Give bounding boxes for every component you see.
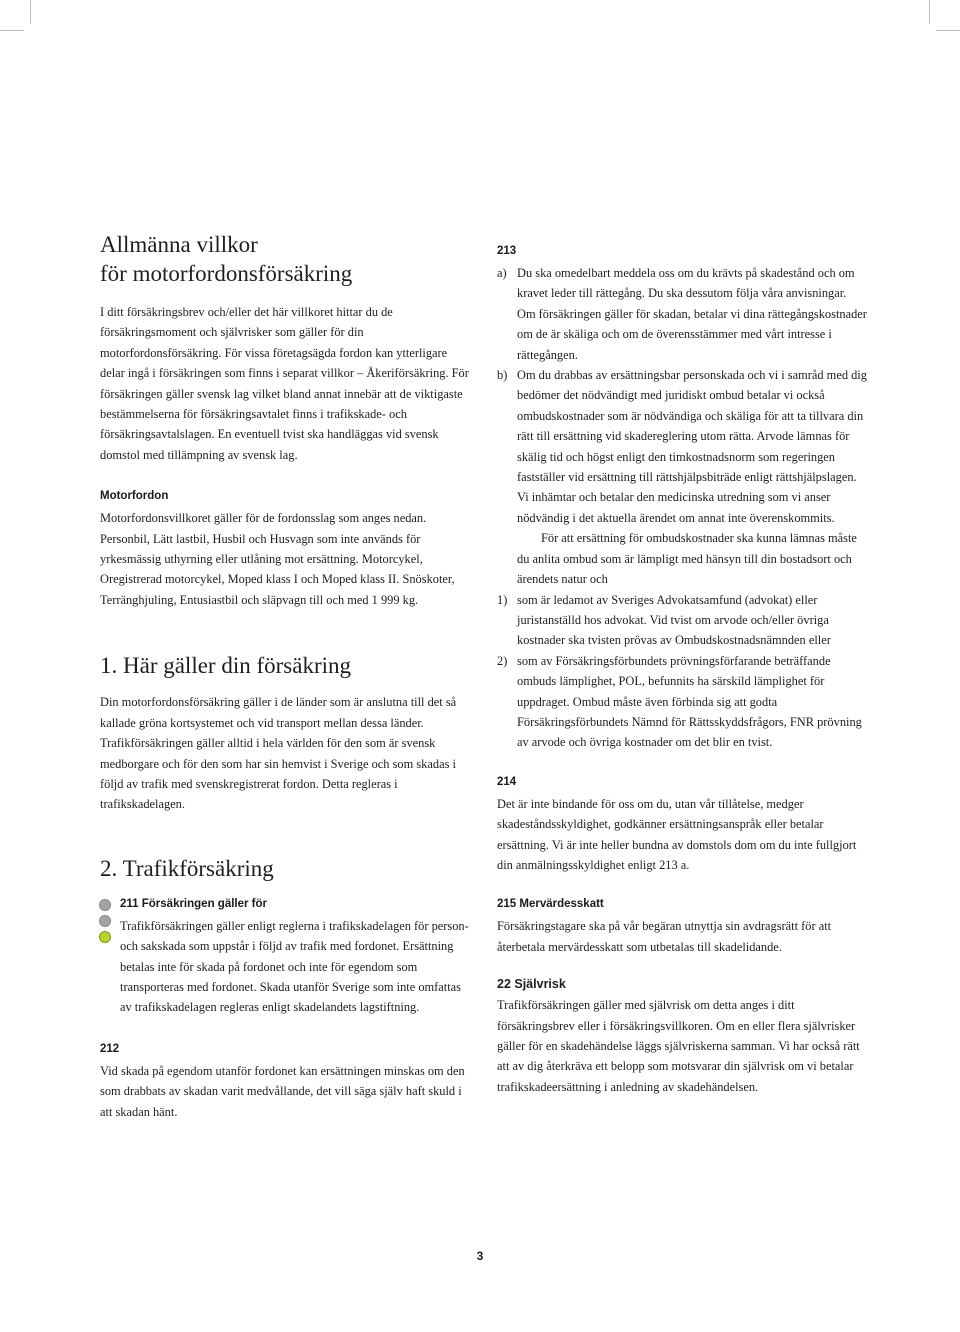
item-2-label: 2): [497, 653, 508, 668]
document-title-line2: för motorfordonsförsäkring: [100, 261, 353, 286]
motorfordon-paragraph: Motorfordonsvillkoret gäller för de fordonsslag som anges nedan. Personbil, Lätt lastbil, Husbil och Husvagn som inte används för yrkesmässig uthyrning eller utlåning mot ersättning. Motorcykel, Oregistrerad motorcykel, Moped klass I och Moped klass II. Snöskoter, Terränghjuling, Entusiastbil och släpvagn till och med 1 999 kg.: [100, 511, 455, 607]
item-b-text: Om du drabbas av ersättningsbar personskada och vi i samråd med dig bedömer det nödvändigt med juridiskt ombud betalar vi också ombudskostnader som är nödvändiga och skäliga för att ta tillvara din rätt till ersättning vid skadereglering utom rätta. Arvode lämnas för skälig tid och högst enligt den timkostnadsnorm som regeringen fastställer vid ersättning till rättshjälpsbiträde enligt rättshjälpslagen. Vi inhämtar och betalar den medicinska utredning som vi anser nödvändig i det aktuella ärendet om annat inte överenskommits.: [517, 368, 867, 525]
item-1-label: 1): [497, 592, 508, 607]
item-a-label: a): [497, 266, 507, 280]
intro-paragraph: I ditt försäkringsbrev och/eller det här villkoret hittar du de försäkringsmoment och självrisker som gäller för din motorfordonsförsäkring. För vissa företagsägda fordon kan ytterligare delar ingå i försäkringen som finns i separat villkor – Åkeriförsäkring. För försäkringen gäller svensk lag vilket bland annat innebär att de viktigaste bestämmelserna för försäkringsavtalet finns i trafikskade- och försäkringsavtalslagen. En eventuell tvist ska handläggas vid svensk domstol med tillämpning av svensk lag.: [100, 305, 469, 462]
section-214-paragraph: Det är inte bindande för oss om du, utan vår tillåtelse, medger skadeståndsskyldighet, godkänner ersättningsanspråk eller betalar ersättning. Vi är inte heller bundna av domstols dom om du inte fullgjort din anmälningsskyldighet enligt 213 a.: [497, 796, 857, 872]
crop-mark-top-left-h: [0, 30, 24, 31]
indicator-on-icon: [99, 931, 111, 943]
section-211-paragraph: Trafikförsäkringen gäller enligt reglerna i trafikskadelagen för person- och sakskada som uppstår i följd av trafik med fordonet. Ersättning betalas inte för skada på fordonet och inte för egendom som transporteras med fordonet. Skada utanför Sverige som inte omfattas av trafikskadelagen regleras enligt skadelandets lagstiftning.: [120, 918, 469, 1015]
section-212-paragraph: Vid skada på egendom utanför fordonet kan ersättningen minskas om den som drabbats av skadan varit medvållande, det vill säga själv haft skuld i att skadan hänt.: [100, 1063, 465, 1119]
crop-mark-top-right-h: [936, 30, 960, 31]
section-213-heading: 213: [497, 245, 517, 257]
section-212-heading: 212: [100, 1042, 120, 1055]
section-1-title: 1. Här gäller din försäkring: [100, 653, 352, 679]
item-a-text: Du ska omedelbart meddela oss om du krävts på skadestånd och om kravet leder till rättegång. Du ska dessutom följa våra anvisningar. Om försäkringen gäller för skadan, betalar vi dina rättegångskostnader om de är skäliga och om de överensstämmer med vårt intresse i rättegången.: [517, 266, 867, 362]
section-1-paragraph: Din motorfordonsförsäkring gäller i de länder som är anslutna till det så kallade gröna kortsystemet och vid transport mellan dessa länder. Trafikförsäkringen gäller alltid i hela världen för den som är svensk medborgare och för den som har sin hemvist i Sverige och som skadas i följd av trafik med svenskregistrerat fordon. Detta regleras i trafikskadelagen.: [100, 695, 457, 812]
section-213-item-b: [497, 365, 867, 589]
section-22-heading: 22 Självrisk: [497, 977, 566, 992]
document-title-line1: Allmänna villkor: [100, 232, 258, 257]
item-b-label: b): [497, 368, 508, 383]
traffic-light-icon: [99, 899, 111, 943]
section-215-paragraph: Försäkringstagare ska på vår begäran utnyttja sin avdragsrätt för att återbetala mervärdesskatt som utbetalas till skadelidande.: [497, 919, 832, 954]
item-2-text: som av Försäkringsförbundets prövningsförfarande beträffande ombuds lämplighet, POL, befunnits ha särskild lämplighet för uppdraget. Ombud måste även förbinda sig att godta Försäkringsförbundets Nämnd för Rättsskyddsfrågors, FNR prövning av arvode och övriga kostnader om det blir en tvist.: [517, 653, 862, 750]
section-215-heading: 215 Mervärdesskatt: [497, 898, 604, 911]
crop-mark-top-left-v: [30, 0, 31, 24]
section-213-item-2: [497, 651, 867, 753]
section-214-heading: 214: [497, 775, 517, 788]
page-number: 3: [476, 1249, 484, 1263]
crop-mark-top-right-v: [929, 0, 930, 24]
section-211: [100, 895, 470, 1018]
item-1-text: som är ledamot av Sveriges Advokatsamfund (advokat) eller juristanställd hos advokat. Vid tvist om arvode och/eller övriga kostnader ska tvisten prövas av Ombudskostnadsnämnden eller: [517, 592, 831, 648]
section-211-heading: 211 Försäkringen gäller för: [120, 897, 268, 910]
item-b-paragraph-2: För att ersättning för ombudskostnader ska kunna lämnas måste du anlita ombud som är lämpligt med hänsyn till din bostadsort och ärendets natur och: [517, 531, 857, 587]
section-213-item-a: [497, 263, 867, 365]
left-column: [100, 230, 470, 1122]
indicator-off-icon: [99, 899, 111, 911]
indicator-off-icon: [99, 915, 111, 927]
section-2-title: 2. Trafikförsäkring: [100, 855, 274, 881]
right-column: [497, 242, 867, 1097]
section-22-paragraph: Trafikförsäkringen gäller med självrisk om detta anges i ditt försäkringsbrev eller i försäkringsvillkoren. Om en eller flera självrisker gäller för en skadehändelse läggs självriskerna samman. Vi har också rätt att av dig återkräva ett belopp som motsvarar din självrisk om vi betalar trafikskadeersättning i anledning av skadehändelsen.: [497, 998, 860, 1094]
document-title: [100, 230, 470, 288]
motorfordon-heading: Motorfordon: [100, 490, 169, 503]
section-213-item-1: [497, 590, 867, 651]
